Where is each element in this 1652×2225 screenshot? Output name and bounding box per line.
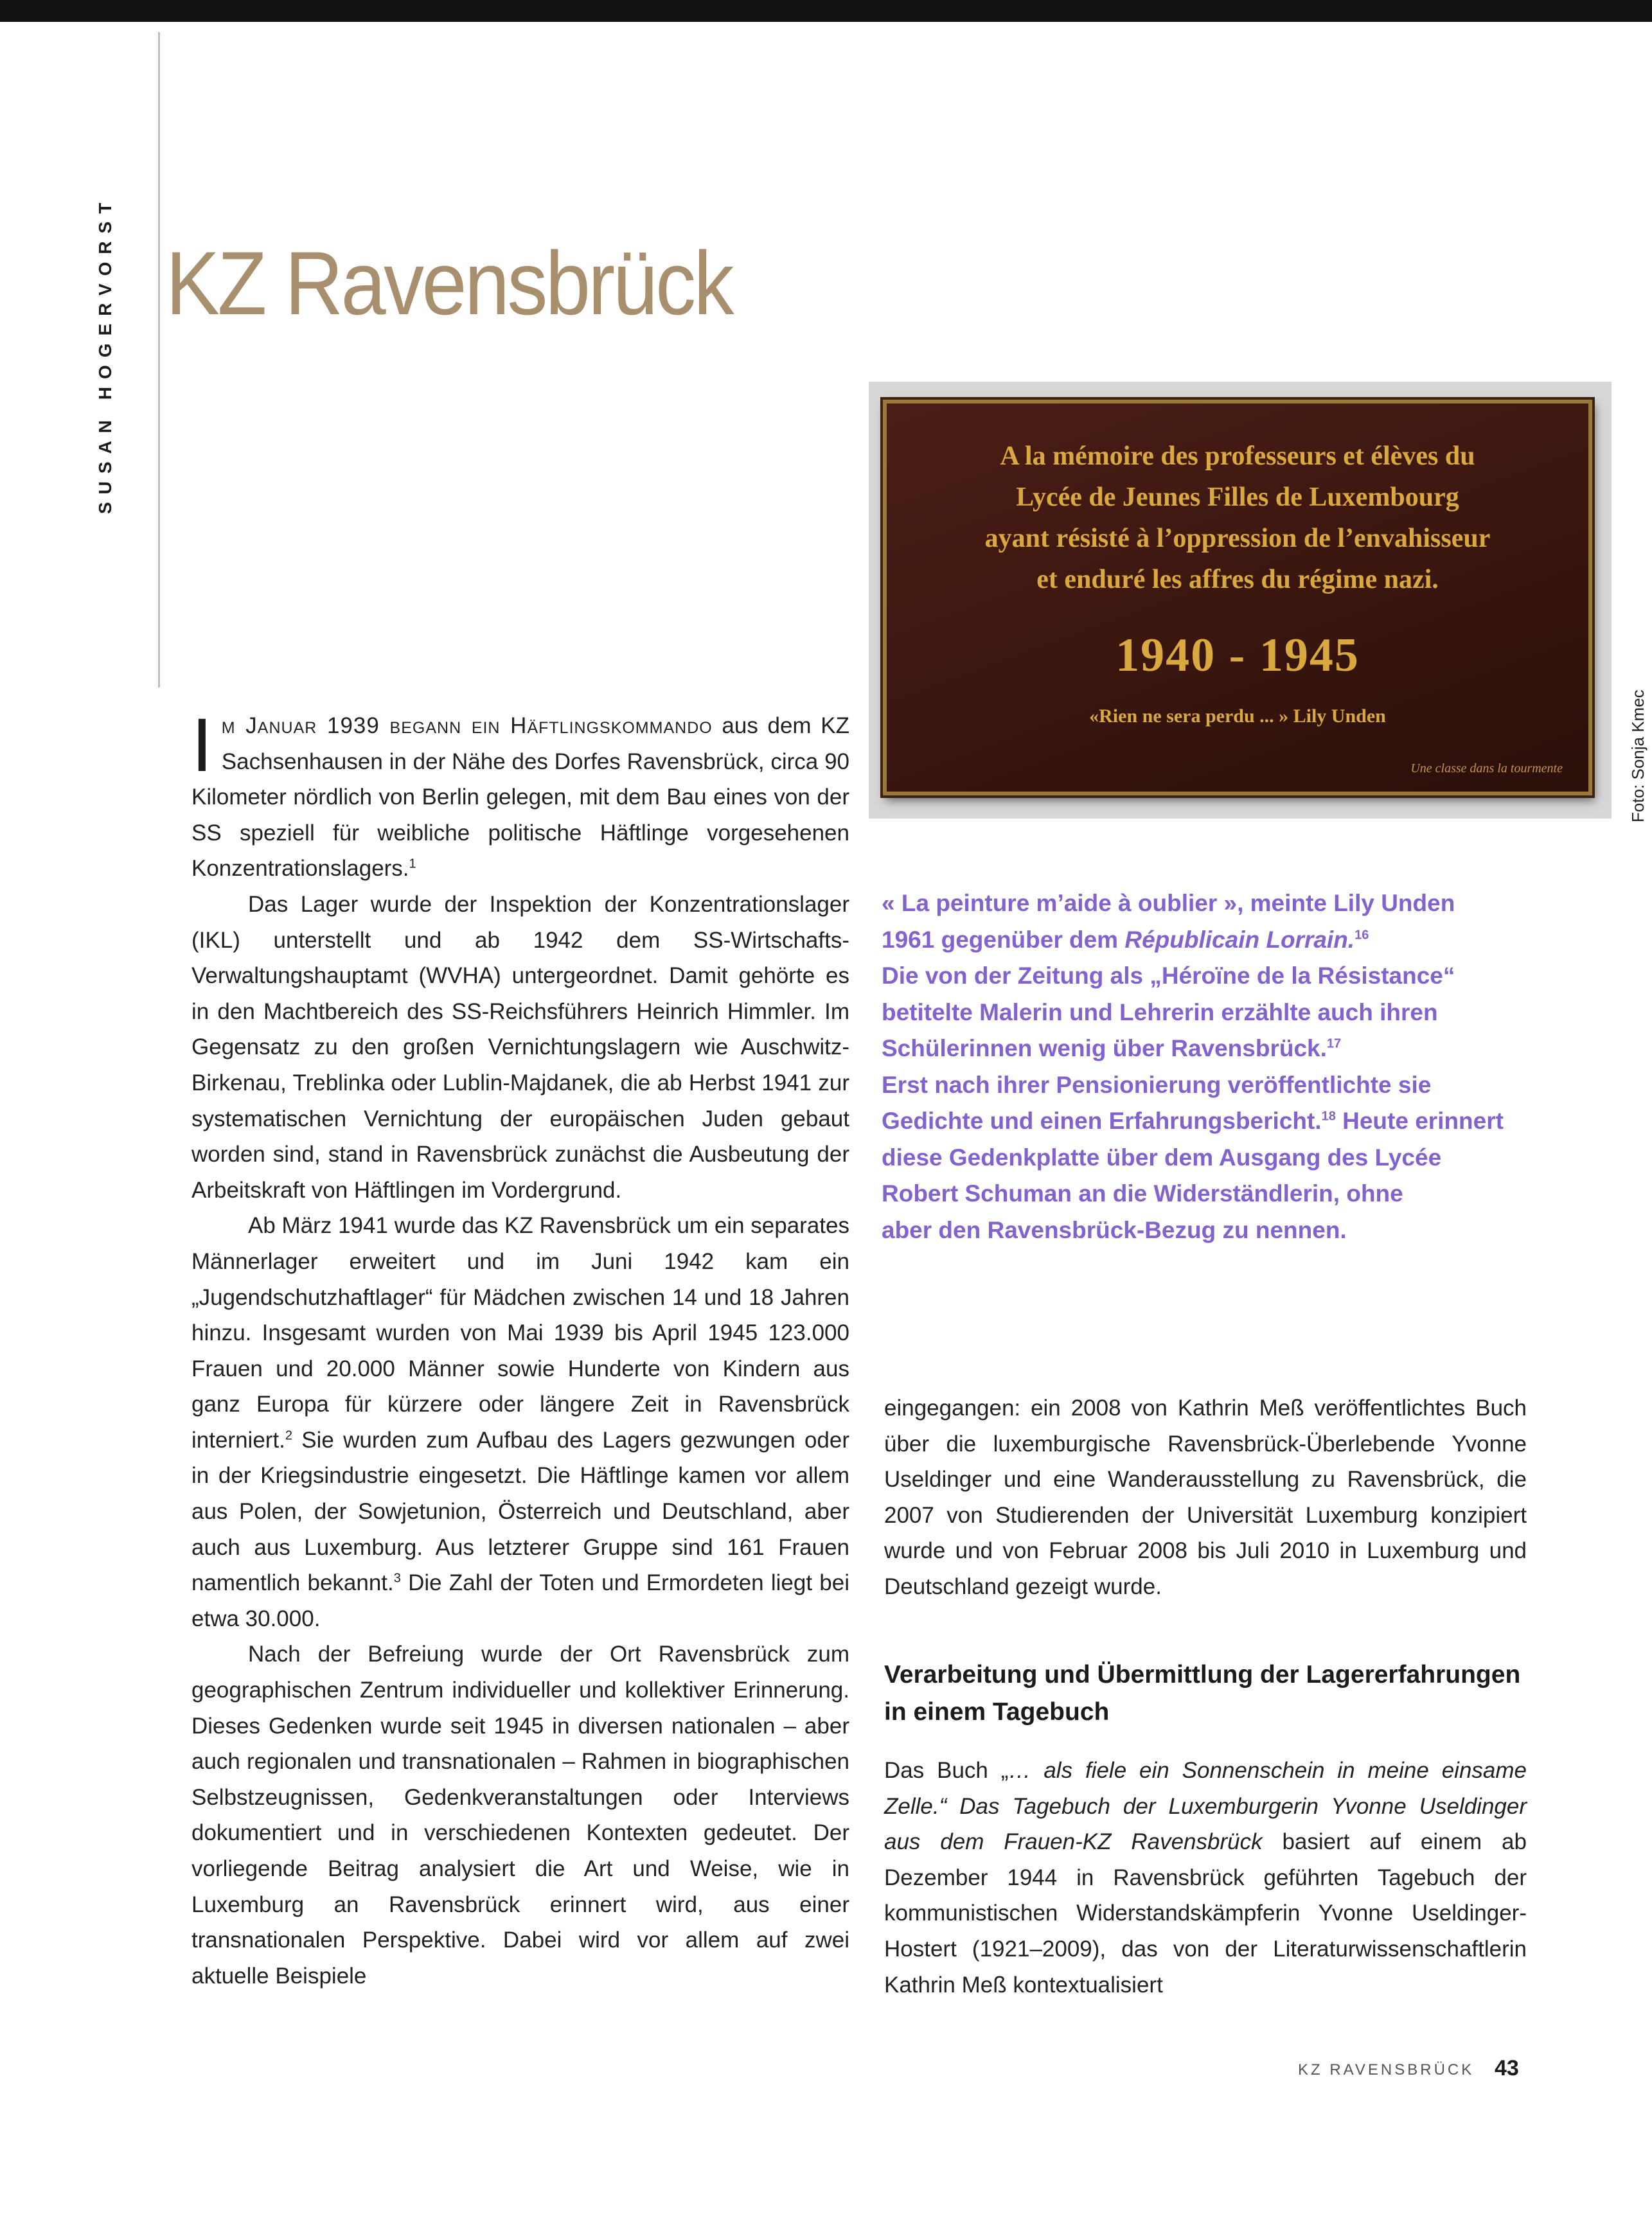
- body-paragraph-6: [884, 1753, 1527, 2003]
- page-number: 43: [1495, 2056, 1519, 2080]
- article-title: KZ Ravensbrück: [166, 233, 732, 333]
- intro-text: aus dem KZ Sachsenhausen in der Nähe des Dorfes Ravensbrück, circa 90 Kilometer nördlich von Berlin gelegen, mit dem Bau eines von der SS speziell für weibliche politische Häftlinge vorgesehenen Konzentrationslagers.: [191, 713, 849, 882]
- running-title: KZ RAVENSBRÜCK: [1298, 2061, 1475, 2079]
- paragraph-text: basiert auf einem ab Dezember 1944 in Ravensbrück geführten Tagebuch der kommunistischen Widerstandskämpferin Yvonne Useldinger-Hostert (1921–2009), das von der Literaturwissenschaftlerin Kathrin Meß kontextualisiert: [884, 1829, 1527, 1998]
- caption-line: Robert Schuman an die Widerständlerin, ohne: [882, 1180, 1403, 1207]
- body-paragraph-4: [191, 1636, 849, 1994]
- caption-text: Heute erinnert: [1335, 1108, 1504, 1134]
- caption-line: aber den Ravensbrück-Bezug zu nennen.: [882, 1216, 1347, 1243]
- book-title: … als fiele ein Sonnenschein in meine einsame Zelle.“ Das Tagebuch der Luxemburgerin Yvonne Useldinger aus dem Frauen-KZ Ravensbrück: [884, 1758, 1527, 1855]
- paragraph-text: Ab März 1941 wurde das KZ Ravensbrück um ein separates Männerlager erweitert und im Juni 1942 kam ein „Jugendschutzhaftlager“ für Mädchen zwischen 14 und 18 Jahren hinzu. Insgesamt wurden von Mai 1939 bis April 1945 123.000 Frauen und 20.000 Männer sowie Hunderte von Kindern aus ganz Europa für kürzere oder längere Zeit in Ravensbrück interniert.: [191, 1213, 849, 1453]
- footnote-ref: 1: [409, 856, 416, 871]
- caption-line: Die von der Zeitung als „Héroïne de la Résistance“: [882, 962, 1455, 989]
- page-top-edge: [0, 0, 1652, 22]
- photo-credit: Foto: Sonja Kmec: [1628, 689, 1648, 822]
- plaque-line: ayant résisté à l’oppression de l’envahisseur: [984, 524, 1491, 553]
- paragraph-text: Das Buch „: [884, 1758, 1009, 1783]
- plaque-line: et enduré les affres du régime nazi.: [1036, 565, 1439, 594]
- memorial-plaque: [883, 400, 1592, 795]
- caption-line: diese Gedenkplatte über dem Ausgang des Lycée: [882, 1144, 1442, 1171]
- plaque-years: 1940 - 1945: [1115, 629, 1360, 682]
- caption-text: Schülerinnen wenig über Ravensbrück.: [882, 1035, 1327, 1061]
- intro-paragraph: [191, 703, 849, 887]
- footnote-ref: 16: [1354, 928, 1369, 943]
- footnote-ref: 17: [1326, 1036, 1342, 1051]
- paragraph-text: Die Zahl der Toten und Ermordeten liegt bei etwa 30.000.: [191, 1570, 850, 1631]
- body-paragraph-3: [191, 1208, 849, 1636]
- caption-line: Erst nach ihrer Pensionierung veröffentlichte sie: [882, 1071, 1432, 1098]
- left-column: [191, 703, 850, 1994]
- footnote-ref: 2: [285, 1428, 293, 1443]
- plaque-photo: [869, 382, 1612, 819]
- section-heading: Verarbeitung und Übermittlung der Lagererfahrungen in einem Tagebuch: [884, 1661, 1521, 1726]
- footnote-ref: 18: [1321, 1109, 1336, 1124]
- paragraph-text: Sie wurden zum Aufbau des Lagers gezwungen oder in der Kriegsindustrie eingesetzt. Die Häftlinge kamen vor allem aus Polen, der Sowjetunion, Österreich und Deutschland, aber auch aus Luxemburg. Aus letzterer Gruppe sind 161 Frauen namentlich bekannt.: [191, 1427, 849, 1596]
- intro-smallcaps: m Januar 1939 begann ein Häftlingskommando: [221, 713, 713, 738]
- drop-cap: I: [191, 703, 213, 788]
- paragraph-text: Das Lager wurde der Inspektion der Konzentrationslager (IKL) unterstellt und ab 1942 dem SS-Wirtschafts-Verwaltungshauptamt (WVHA) untergeordnet. Damit gehörte es in den Machtbereich des SS-Reichsführers Heinrich Himmler. Im Gegensatz zu den großen Vernichtungslagern wie Auschwitz-Birkenau, Treblinka oder Lublin-Majdanek, die ab Herbst 1941 zur systematischen Vernichtung der europäischen Juden gebaut worden sind, stand in Ravensbrück zunächst die Ausbeutung der Arbeitskraft von Häftlingen im Vordergrund.: [191, 891, 849, 1203]
- body-paragraph-5: eingegangen: ein 2008 von Kathrin Meß veröffentlichtes Buch über die luxemburgische Ravensbrück-Überlebende Yvonne Useldinger und eine Wanderausstellung zu Ravensbrück, die 2007 von Studierenden der Universität Luxemburg konzipiert wurde und von Februar 2008 bis Juli 2010 in Luxemburg und Deutschland gezeigt wurde.: [884, 1396, 1527, 1599]
- caption-line: [882, 1103, 1550, 1140]
- plaque-line: Lycée de Jeunes Filles de Luxembourg: [1016, 483, 1459, 512]
- plaque-line: A la mémoire des professeurs et élèves du: [1000, 441, 1475, 471]
- right-column-top: [884, 1390, 1527, 1605]
- paragraph-text: Nach der Befreiung wurde der Ort Ravensbrück zum geographischen Zentrum individueller und kollektiver Erinnerung. Dieses Gedenken wurde seit 1945 in diversen nationalen – aber auch regionalen und transnationalen – Rahmen in biographischen Selbstzeugnissen, Gedenkveranstaltungen oder Interviews dokumentiert und in verschiedenen Kontexten gedeutet. Der vorliegende Beitrag analysiert die Art und Weise, wie in Luxemburg an Ravensbrück erinnert wird, aus einer transnationalen Perspektive. Dabei wird vor allem auf zwei aktuelle Beispiele: [191, 1642, 849, 1989]
- photo-caption: [882, 885, 1550, 1248]
- caption-line: betitelte Malerin und Lehrerin erzählte auch ihren: [882, 998, 1438, 1025]
- author-name: SUSAN HOGERVORST: [95, 195, 115, 514]
- plaque-subtitle: Une classe dans la tourmente: [1410, 761, 1563, 776]
- right-column-bottom: [884, 1753, 1527, 2003]
- plaque-quote: «Rien ne sera perdu ... » Lily Unden: [1089, 705, 1386, 727]
- caption-line: « La peinture m’aide à oublier », meinte Lily Unden: [882, 890, 1455, 916]
- margin-rule: [158, 32, 160, 687]
- footnote-ref: 3: [393, 1571, 401, 1586]
- caption-line: [882, 922, 1550, 959]
- body-paragraph-2: [191, 887, 849, 1208]
- caption-text: Gedichte und einen Erfahrungsbericht.: [882, 1108, 1322, 1134]
- caption-text: 1961 gegenüber dem: [882, 926, 1125, 953]
- caption-emphasis: Républicain Lorrain.: [1124, 926, 1355, 953]
- caption-line: [882, 1031, 1550, 1067]
- plaque-inscription: [887, 436, 1588, 600]
